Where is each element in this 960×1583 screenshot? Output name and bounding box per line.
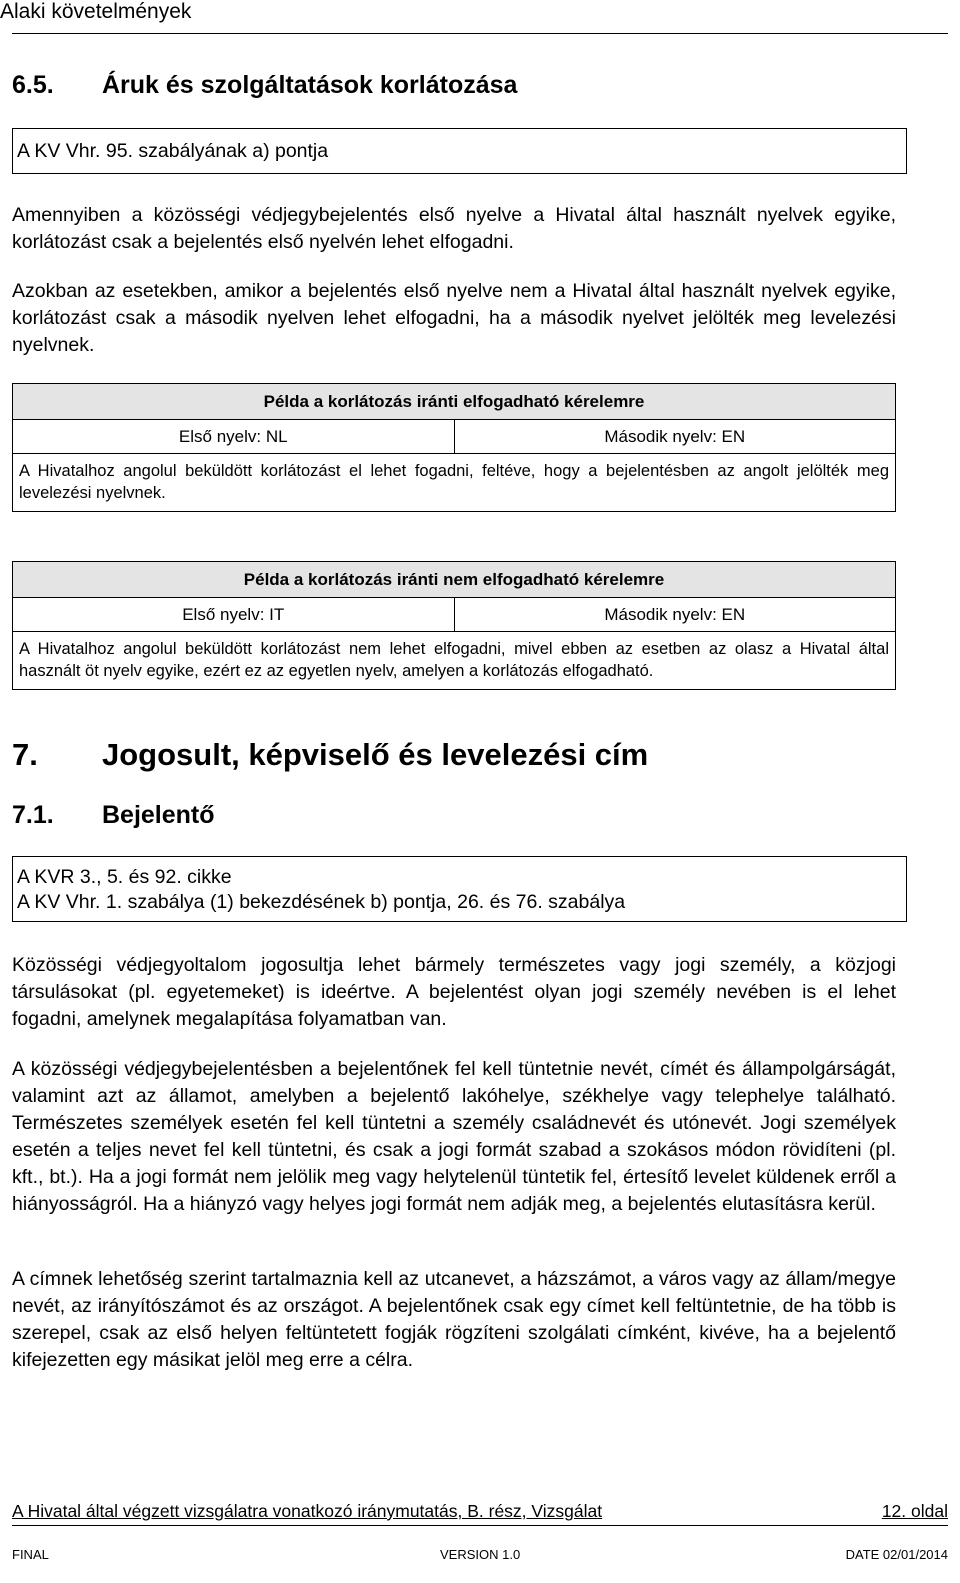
header-rule: [12, 33, 948, 34]
section-7-number: 7.: [12, 737, 38, 772]
section-6-5-para1: Amennyiben a közösségi védjegybejelentés első nyelve a Hivatal által használt nyelvek egyike, korlátozást csak a bejelentés első nyelvén lehet elfogadni.: [12, 204, 896, 253]
footer-status: FINAL: [12, 1547, 49, 1562]
footer-page-number: 12. oldal: [881, 1501, 948, 1521]
footer-version: VERSION 1.0: [440, 1547, 521, 1562]
section-7-1-para1: Közösségi védjegyoltalom jogosultja lehet bármely természetes vagy jogi személy, a közjogi társulásokat (pl. egyetemeket) is ideértve. A bejelentést olyan jogi személy nevében is el lehet fogadni, amelynek megalapítása folyamatban van.: [12, 954, 896, 1030]
section-7-1-para2: A közösségi védjegybejelentésben a bejelentőnek fel kell tüntetnie nevét, címét és állampolgárságát, valamint azt az államot, amelyben a bejelentő lakóhelye, székhelye vagy telephelye található. Természetes személyek esetén fel kell tüntetni a személy családnevét és utónevét. Jogi személyek esetén a teljes nevet fel kell tüntetni, és csak a jogi formát szabad a szokásos módon rövidíteni (pl. kft., bt.). Ha a jogi formát nem jelölik meg vagy helytelenül tüntetik fel, értesítő levelet küldenek erről a hiányosságról. Ha a hiányzó vagy helyes jogi formát nem adják meg, a bejelentés elutasításra kerül.: [12, 1058, 896, 1215]
footer-doc-title: A Hivatal által végzett vizsgálatra vonatkozó iránymutatás, B. rész, Vizsgálat: [12, 1501, 603, 1521]
section-6-5-para2: Azokban az esetekben, amikor a bejelentés első nyelve nem a Hivatal által használt nyelvek egyike, korlátozást csak a második nyelven lehet elfogadni, ha a második nyelvet jelölték meg levelezési nyelvnek.: [12, 280, 896, 356]
example-acceptable-title: Példa a korlátozás iránti elfogadható kérelemre: [13, 384, 896, 420]
section-7-1-reference-line1: A KVR 3., 5. és 92. cikke: [17, 866, 232, 888]
section-7-1-reference: [12, 856, 907, 922]
example-unacceptable-title: Példa a korlátozás iránti nem elfogadható kérelemre: [13, 562, 896, 598]
example-acceptable: [12, 383, 896, 512]
footer-date: DATE 02/01/2014: [845, 1547, 948, 1562]
example-unacceptable-second-lang: Második nyelv: EN: [454, 598, 896, 632]
section-7-1-reference-line2: A KV Vhr. 1. szabálya (1) bekezdésének b) pontja, 26. és 76. szabálya: [17, 891, 626, 913]
section-7-1-title: Bejelentő: [102, 801, 215, 829]
example-acceptable-text: A Hivatalhoz angolul beküldött korlátozást el lehet fogadni, feltéve, hogy a bejelentésben az angolt jelölték meg levelezési nyelvnek.: [13, 454, 896, 512]
example-unacceptable-first-lang: Első nyelv: IT: [13, 598, 455, 632]
example-acceptable-first-lang: Első nyelv: NL: [13, 420, 455, 454]
section-6-5-number: 6.5.: [12, 71, 54, 99]
example-unacceptable: [12, 561, 896, 690]
example-acceptable-second-lang: Második nyelv: EN: [454, 420, 896, 454]
section-6-5-title: Áruk és szolgáltatások korlátozása: [102, 71, 518, 99]
example-unacceptable-text: A Hivatalhoz angolul beküldött korlátozást nem lehet elfogadni, mivel ebben az esetben az olasz a Hivatal által használt öt nyelv egyike, ezért ez az egyetlen nyelv, amelyen a korlátozás elfogadható.: [13, 632, 896, 690]
section-6-5-reference: A KV Vhr. 95. szabályának a) pontja: [12, 128, 907, 174]
section-7-1-number: 7.1.: [12, 801, 54, 829]
section-7-1-para3: A címnek lehetőség szerint tartalmaznia kell az utcanevet, a házszámot, a város vagy az állam/megye nevét, az irányítószámot és az országot. A bejelentőnek csak egy címet kell feltüntetnie, de ha több is szerepel, csak az első helyen feltüntetett fogják rögzíteni szolgálati címként, kivéve, ha a bejelentő kifejezetten egy másikat jelöl meg erre a célra.: [12, 1268, 896, 1371]
footer-rule: [12, 1525, 948, 1526]
running-header: Alaki követelmények: [0, 0, 192, 23]
section-7-title: Jogosult, képviselő és levelezési cím: [102, 737, 649, 772]
